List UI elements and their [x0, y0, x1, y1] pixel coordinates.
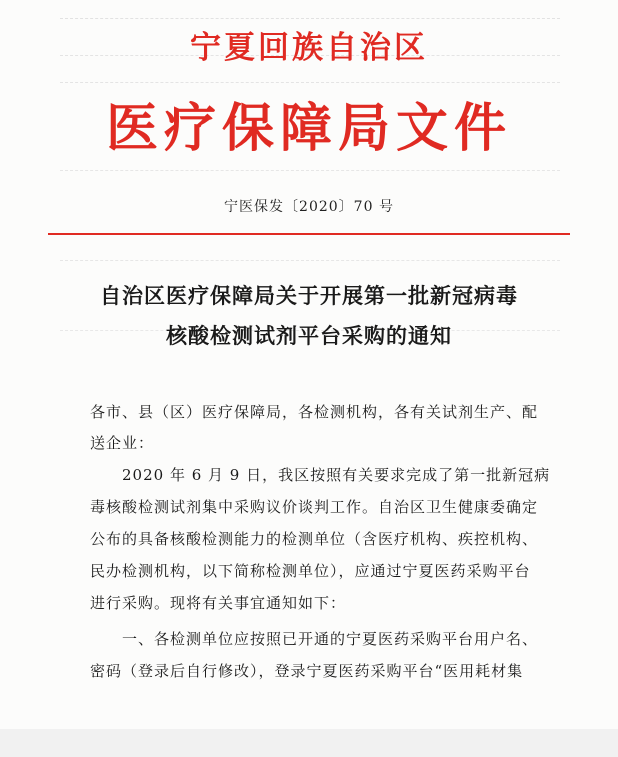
body-line: 2020 年 6 月 9 日，我区按照有关要求完成了第一批新冠病 — [90, 466, 551, 484]
notice-title — [40, 276, 578, 356]
body-line: 送企业： — [90, 434, 155, 452]
notice-title-line1: 自治区医疗保障局关于开展第一批新冠病毒 — [100, 283, 518, 308]
document-number: 宁医保发〔2020〕70 号 — [224, 199, 394, 215]
body-line: 毒核酸检测试剂集中采购议价谈判工作。自治区卫生健康委确定 — [90, 498, 539, 516]
body-line: 公布的具备核酸检测能力的检测单位（含医疗机构、疾控机构、 — [90, 530, 539, 548]
red-divider-line — [48, 233, 570, 235]
issuer-name-line1: 宁夏回族自治区 — [190, 30, 428, 66]
body-line: 民办检测机构，以下简称检测单位），应通过宁夏医药采购平台 — [90, 562, 531, 580]
notice-title-line2: 核酸检测试剂平台采购的通知 — [166, 323, 452, 348]
body-line: 一、各检测单位应按照已开通的宁夏医药采购平台用户名、 — [90, 630, 539, 648]
body-line: 各市、县（区）医疗保障局，各检测机构，各有关试剂生产、配 — [90, 403, 539, 421]
issuer-name-line2: 医疗保障局文件 — [105, 98, 512, 159]
body-line: 密码（登录后自行修改），登录宁夏医药采购平台“医用耗材集 — [90, 662, 524, 680]
body-line: 进行采购。现将有关事宜通知如下： — [90, 594, 347, 612]
scan-bottom-margin — [0, 729, 618, 757]
